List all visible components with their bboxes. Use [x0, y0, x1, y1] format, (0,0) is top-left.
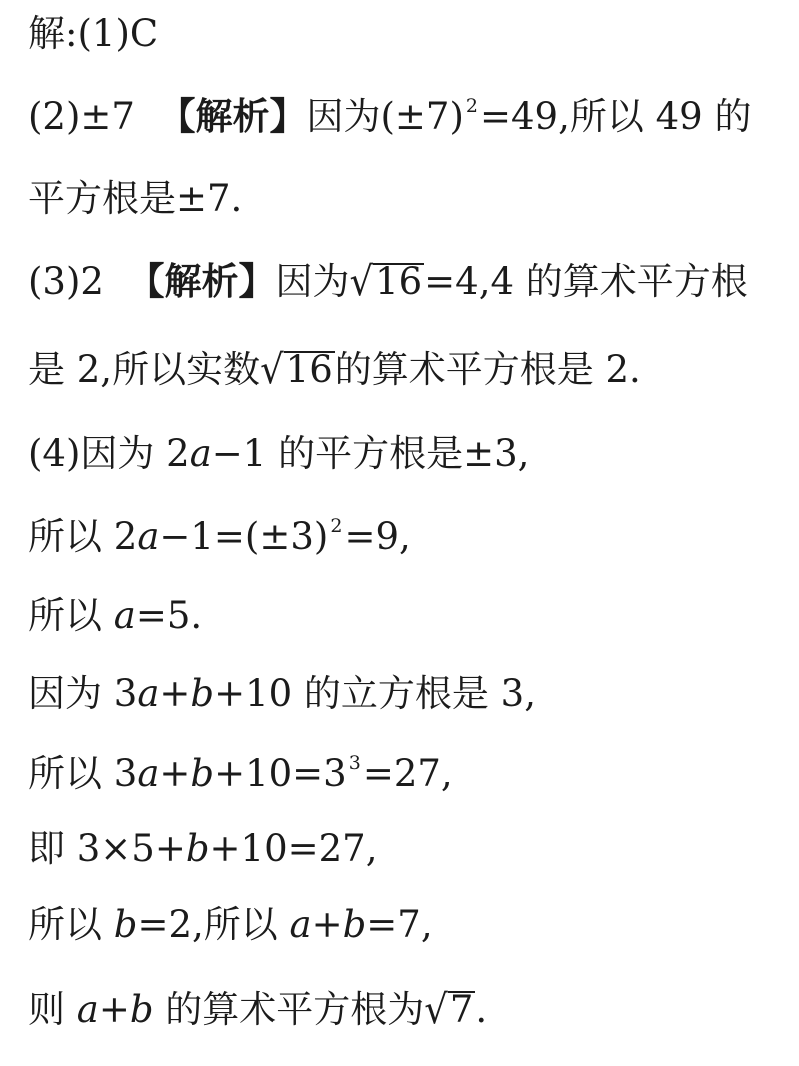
- variable: b: [190, 752, 215, 795]
- variable: a: [137, 672, 160, 715]
- variable: b: [129, 988, 154, 1031]
- radical-sign-icon: √: [349, 258, 374, 305]
- variable: a: [76, 988, 99, 1031]
- part-2-answer: (2)±7: [28, 95, 135, 138]
- variable: b: [185, 827, 210, 870]
- text: 所以 2: [28, 515, 138, 558]
- text: +: [98, 988, 130, 1031]
- text: 则: [28, 988, 77, 1031]
- part-3-text-c: 是 2,所以实数: [28, 348, 261, 391]
- radicand: 16: [375, 260, 423, 303]
- variable: a: [137, 752, 160, 795]
- part-3-continuation: [28, 348, 787, 392]
- part-2-text-b: =49,所以 49 的: [480, 95, 752, 138]
- square-root: [260, 348, 335, 392]
- text: =5.: [135, 594, 203, 637]
- part-3-text-b: =4,4 的算术平方根: [424, 260, 748, 303]
- variable: a: [289, 903, 312, 946]
- text: 所以: [28, 903, 114, 946]
- square-root: [349, 260, 424, 304]
- text: 因为 3: [28, 672, 138, 715]
- square-root: [424, 988, 475, 1032]
- part-4-line-1: [28, 432, 787, 476]
- text: =9,: [344, 515, 411, 558]
- radicand: 7: [449, 988, 474, 1031]
- exponent: 2: [330, 515, 343, 537]
- text: =2,所以: [137, 903, 290, 946]
- text: −1 的平方根是±3,: [211, 432, 530, 475]
- text: (4)因为 2: [28, 432, 190, 475]
- part-3-line: [28, 260, 787, 304]
- text: =27,: [362, 752, 453, 795]
- part-3-text-d: 的算术平方根是 2.: [334, 348, 641, 391]
- exponent: 2: [465, 95, 478, 117]
- exponent: 3: [348, 752, 361, 774]
- text: =7,: [366, 903, 433, 946]
- part-1-answer: (1)C: [77, 12, 159, 55]
- part-4-line-2: [28, 515, 787, 565]
- variable: a: [137, 515, 160, 558]
- radical-sign-icon: √: [424, 986, 448, 1033]
- text: 所以 3: [28, 752, 138, 795]
- variable: a: [113, 594, 136, 637]
- text: 所以: [28, 594, 114, 637]
- text: +10 的立方根是 3,: [214, 672, 536, 715]
- part-2-continuation: [28, 177, 787, 221]
- part-4-line-3: [28, 594, 787, 638]
- part-4-line-6: [28, 827, 787, 871]
- radical-sign-icon: √: [260, 346, 284, 393]
- variable: b: [342, 903, 367, 946]
- solution-colon: :: [65, 12, 78, 55]
- part-2-text-a: 因为(±7): [306, 95, 464, 138]
- text: .: [475, 988, 488, 1031]
- text: +10=27,: [209, 827, 378, 870]
- text: 的算术平方根为: [153, 988, 425, 1031]
- variable: b: [190, 672, 215, 715]
- text: +: [159, 672, 191, 715]
- part-1-line: [28, 12, 787, 56]
- part-4-line-4: [28, 672, 787, 716]
- text: 即 3×5+: [28, 827, 186, 870]
- part-4-line-7: [28, 903, 787, 947]
- analysis-tag: 【解析】: [127, 260, 276, 303]
- radicand: 16: [285, 348, 333, 391]
- part-4-line-5: [28, 752, 787, 802]
- variable: b: [113, 903, 138, 946]
- part-3-text-a: 因为: [275, 260, 350, 303]
- text: +10=3: [214, 752, 347, 795]
- solution-label: 解: [28, 12, 65, 55]
- text: −1=(±3): [159, 515, 329, 558]
- part-3-answer: (3)2: [28, 260, 104, 303]
- text: +: [159, 752, 191, 795]
- part-2-line: [28, 95, 787, 145]
- part-2-text-c: 平方根是±7.: [28, 177, 243, 220]
- variable: a: [189, 432, 212, 475]
- text: +: [311, 903, 343, 946]
- analysis-tag: 【解析】: [158, 95, 307, 138]
- part-4-line-8: [28, 988, 787, 1032]
